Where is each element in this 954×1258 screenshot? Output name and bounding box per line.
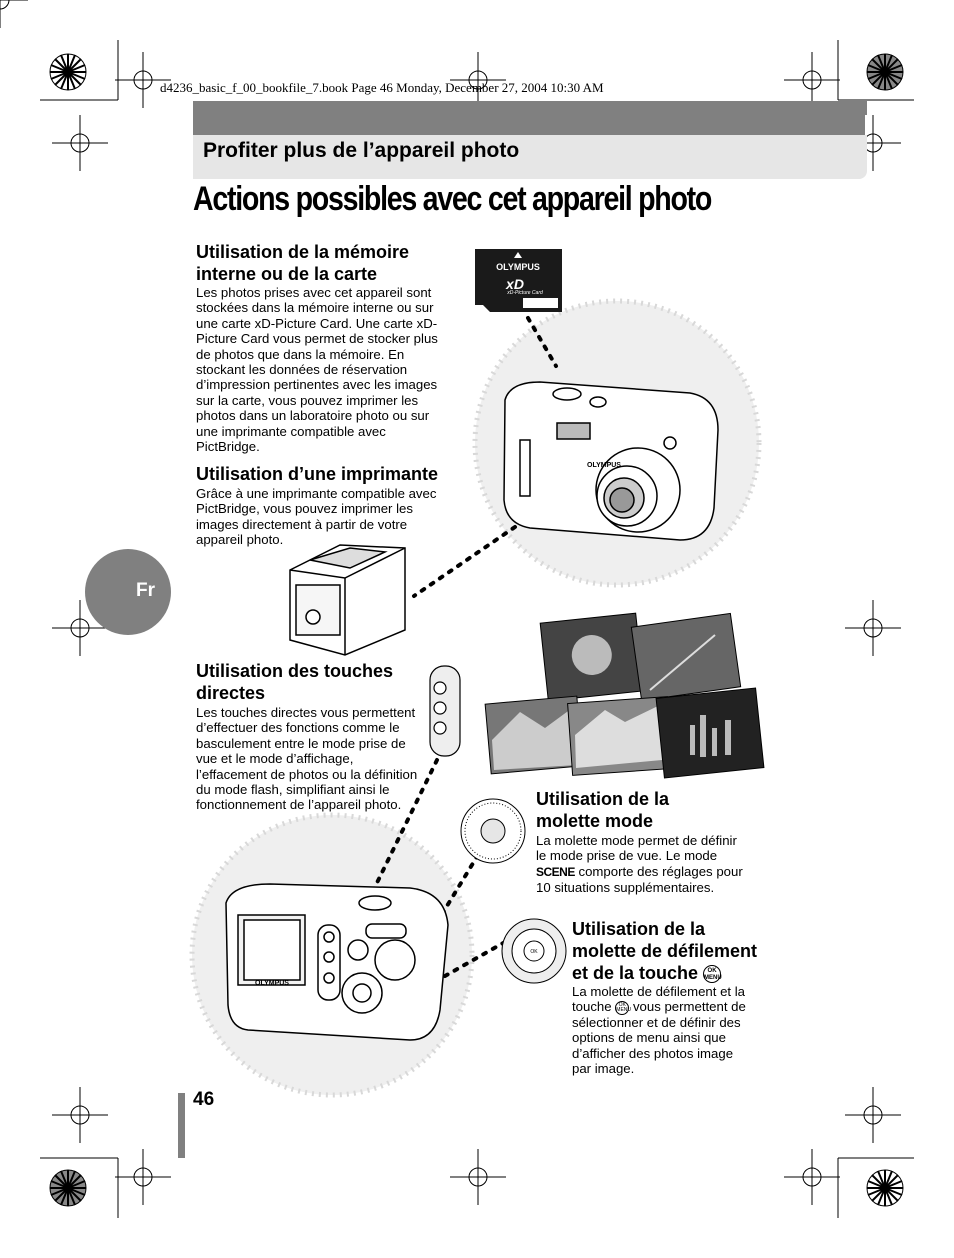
printer-body: Grâce à une imprimante compatible avec PictBridge, vous pouvez imprimer les images directement à partir de votre appareil photo. xyxy=(196,486,437,548)
page-number-bar xyxy=(178,1093,185,1158)
camera-brand-back: OLYMPUS xyxy=(255,980,289,987)
scroll-dial-body: La molette de défilement et la touche OK MENU vous permettent de sélectionner et de définir des options de menu ainsi que d’afficher des photos image par image. xyxy=(572,984,746,1077)
memory-body: Les photos prises avec cet appareil sont stockées dans la mémoire interne ou sur une carte xD-Picture Card. Une carte xD- Picture Card vous permet de stocker plus de photos que dans la mémoire. En stockant les données de réservation d’impression pertinentes avec les images sur la carte, vous pouvez imprimer les photos dans un laboratoire photo ou sur une imprimante compatible avec PictBridge. xyxy=(196,285,438,455)
printer-heading: Utilisation d’une imprimante xyxy=(196,464,439,484)
direct-keys-body: Les touches directes vous permettent d’effectuer des fonctions comme le basculement entre le mode prise de vue et le mode d’affichage, l’effacement de photos ou la définition du mode flash, simplifiant ainsi le fonctionnement de l’appareil photo. xyxy=(196,705,418,813)
scene-mode-label: SCENE xyxy=(536,864,575,879)
printer-image xyxy=(290,545,405,655)
language-tab xyxy=(85,549,171,635)
ok-menu-icon-small: OK MENU xyxy=(616,1001,632,1013)
card-subtitle: xD-Picture Card xyxy=(507,290,543,296)
section-title: Profiter plus de l’appareil photo xyxy=(203,139,520,162)
camera-back-image xyxy=(226,884,448,1040)
mode-dial-heading: Utilisation de la molette mode xyxy=(536,789,670,831)
page-number: 46 xyxy=(193,1089,215,1110)
camera-front-image xyxy=(504,382,718,540)
mode-dial-image xyxy=(461,799,525,863)
scroll-dial-heading: Utilisation de la molette de défilement et de la touche OK MENU xyxy=(572,919,758,983)
xd-card-image xyxy=(475,249,562,312)
print-header: d4236_basic_f_00_bookfile_7.book Page 46 Monday, December 27, 2004 10:30 AM xyxy=(160,80,604,95)
direct-keys-heading: Utilisation des touches directes xyxy=(196,661,394,703)
language-tab-label: Fr xyxy=(136,580,155,601)
sample-photos xyxy=(485,613,764,778)
scroll-dial-image xyxy=(502,919,566,983)
card-logo: xD xyxy=(506,276,524,292)
direct-keys-image xyxy=(430,666,460,756)
svg-text:OK: OK xyxy=(530,949,538,955)
mode-dial-body: La molette mode permet de définir le mode prise de vue. Le mode SCENE comporte des réglages pour 10 situations supplémentaires. xyxy=(536,833,743,896)
memory-heading: Utilisation de la mémoire interne ou de la carte xyxy=(196,242,410,284)
page-title: Actions possibles avec cet appareil photo xyxy=(193,180,712,218)
card-brand: OLYMPUS xyxy=(496,262,540,272)
camera-brand-front: OLYMPUS xyxy=(587,462,621,469)
ok-menu-icon: OK MENU xyxy=(703,965,721,983)
